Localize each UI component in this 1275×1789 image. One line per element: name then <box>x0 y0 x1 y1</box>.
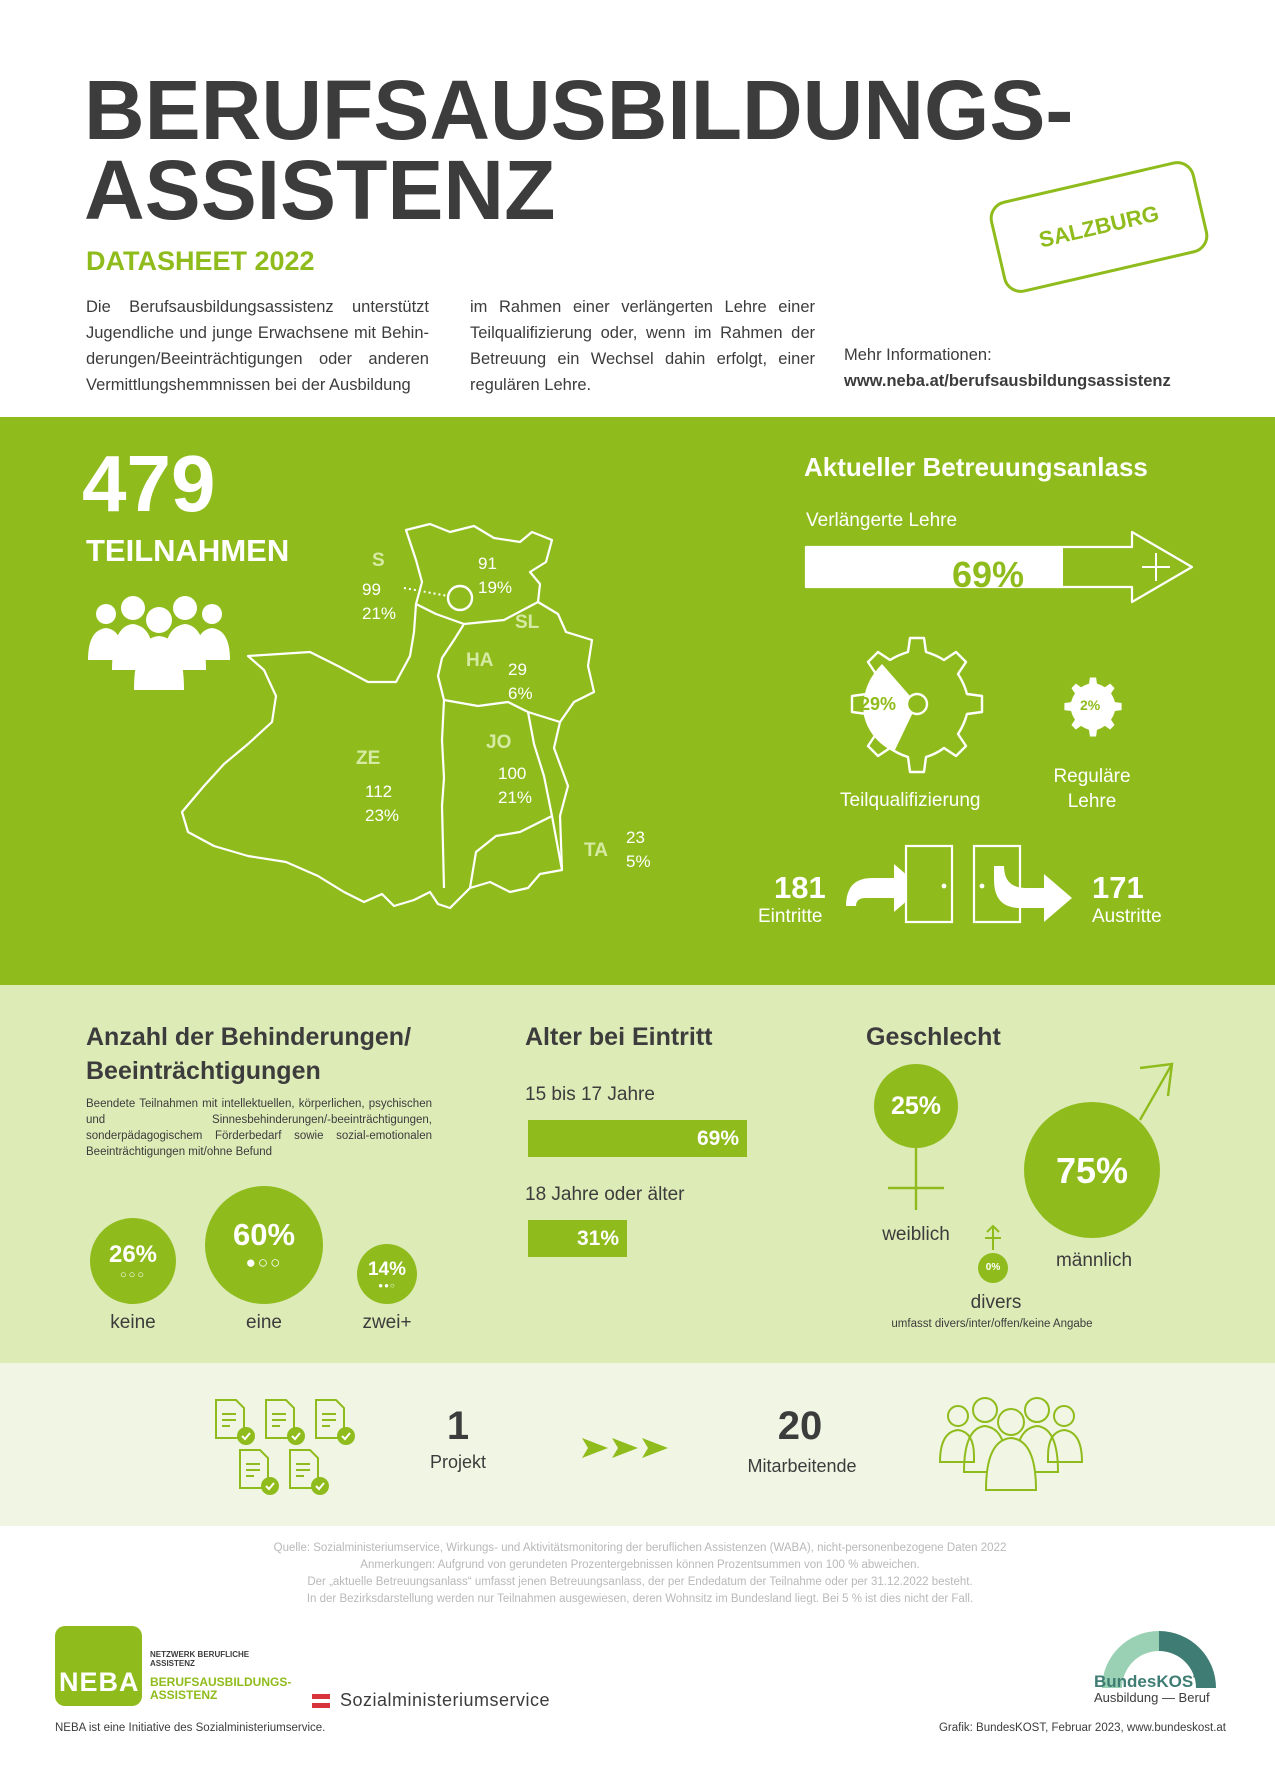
behinderung-zwei-circle <box>357 1244 417 1304</box>
grafik-credit: Grafik: BundesKOST, Februar 2023, www.bundeskost.at <box>938 1722 1226 1734</box>
projekt-label: Projekt <box>429 1452 487 1472</box>
behinderung-keine-circle <box>90 1218 176 1304</box>
region-code-s: S <box>372 550 385 571</box>
austritte-label: Austritte <box>1092 906 1162 927</box>
neba-logo-text: NEBA <box>59 1667 140 1697</box>
behinderung-zwei-label: zwei+ <box>362 1312 412 1333</box>
behinderungen-desc: Beendete Teilnahmen mit intellektuellen, körperlichen, psychischen und Sinnesbehinderungen/-beeinträchtigungen, sonderpädagogischem Förderbedarf sowie sozial-emotionalen Beeinträchtigungen mit/ohne Befund <box>86 1098 432 1158</box>
source-line-2: Anmerkungen: Aufgrund von gerundeten Prozentergebnissen können Prozentsummen von 100 % abweichen. <box>360 1559 920 1571</box>
behinderung-eine-circle <box>205 1186 323 1304</box>
region-value-jo: 100 21% <box>498 764 533 807</box>
participants-label: TEILNAHMEN <box>86 533 290 568</box>
weiblich-label: weiblich <box>882 1224 950 1245</box>
regulaer-percent: 2% <box>1080 697 1101 713</box>
bundeskost-sub: Ausbildung — Beruf <box>1094 1690 1210 1705</box>
geschlecht-title: Geschlecht <box>866 1023 1001 1051</box>
teilq-label: Teilqualifizierung <box>840 790 981 811</box>
projekt-value: 1 <box>446 1404 470 1448</box>
intro-col-2: im Rahmen einer verlängerten Lehre einer Teilqualifizierung oder, wenn im Rahmen der Betreuung ein Wechsel dahin erfolgt, einer regulären Lehre. <box>470 298 815 394</box>
divers-symbol-icon <box>970 1224 1016 1284</box>
documents-check-icon <box>214 1398 360 1498</box>
dots-none-icon: ○○○ <box>120 1269 146 1281</box>
behinderung-keine-label: keine <box>110 1312 156 1333</box>
neba-program-text: BERUFSAUSBILDUNGS- ASSISTENZ <box>150 1675 292 1702</box>
mitarbeitende-value: 20 <box>777 1404 823 1448</box>
source-line-1: Quelle: Sozialministeriumservice, Wirkungs- und Aktivitätsmonitoring der beruflichen Assistenzen (WABA), nicht-personenbezogene Daten 2022 <box>273 1542 1007 1554</box>
regulaer-label: Reguläre Lehre <box>1053 766 1131 812</box>
alter-group-2-label: 18 Jahre oder älter <box>525 1184 685 1205</box>
behinderung-eine-percent: 60% <box>232 1217 296 1252</box>
alter-title: Alter bei Eintritt <box>525 1023 713 1051</box>
alter-group-2-bar: 31% <box>528 1220 627 1257</box>
footer-sources <box>140 1540 1140 1608</box>
region-value-ze: 112 23% <box>365 782 400 825</box>
entry-exit-doors-icon <box>844 844 1094 924</box>
more-info-label: Mehr Informationen: <box>844 346 992 364</box>
region-code-ha: HA <box>466 650 494 671</box>
region-code-sl: SL <box>515 612 540 633</box>
austria-flag-icon <box>312 1692 330 1710</box>
region-value-s: 99 21% <box>362 580 397 623</box>
source-line-3: Der „aktuelle Betreuungsanlass“ umfasst jenen Betreuungsanlass, der per Endedatum der Teilnahme oder per 31.12.2022 besteht. <box>307 1576 973 1588</box>
lehre-label: Verlängerte Lehre <box>806 510 958 531</box>
maennlich-percent: 75% <box>1055 1150 1129 1191</box>
more-info <box>844 342 1171 394</box>
total-participants: 479 <box>82 439 216 528</box>
eintritte-value: 181 <box>774 870 826 905</box>
behinderung-eine-label: eine <box>246 1312 282 1333</box>
maennlich-label: männlich <box>1055 1250 1133 1271</box>
region-value-ta: 23 5% <box>626 828 651 871</box>
divers-label: divers <box>970 1292 1022 1313</box>
divers-percent: 0% <box>985 1262 1001 1273</box>
alter-group-1-label: 15 bis 17 Jahre <box>525 1084 655 1105</box>
female-symbol-icon <box>872 1062 960 1214</box>
subtitle: DATASHEET 2022 <box>86 246 315 276</box>
title-line-1: BERUFSAUSBILDUNGS- <box>84 63 1074 157</box>
source-line-4: In der Bezirksdarstellung werden nur Teilnahmen ausgewiesen, deren Wohnsitz im Bundesland liegt. Bei 5 % ist dies nicht der Fall. <box>306 1593 974 1605</box>
region-code-ta: TA <box>584 840 608 861</box>
lehre-percent: 69% <box>952 554 1025 595</box>
bundeskost-name: BundesKOST <box>1094 1672 1204 1691</box>
neba-logo <box>55 1626 142 1706</box>
neba-network-text: NETZWERK BERUFLICHE ASSISTENZ <box>150 1650 250 1668</box>
teilq-percent: 29% <box>860 694 897 714</box>
eintritte-label: Eintritte <box>758 906 823 927</box>
region-code-jo: JO <box>486 732 512 753</box>
triple-arrow-icon <box>582 1436 672 1460</box>
title-line-2: ASSISTENZ <box>84 143 556 237</box>
weiblich-percent: 25% <box>890 1092 942 1120</box>
more-info-link[interactable]: www.neba.at/berufsausbildungsassistenz <box>844 372 1171 390</box>
initiative-note: NEBA ist eine Initiative des Sozialministeriumservice. <box>55 1722 326 1734</box>
behinderung-zwei-percent: 14% <box>367 1258 407 1280</box>
sozialministeriumservice-logo: Sozialministeriumservice <box>340 1690 551 1710</box>
behinderungen-title: Anzahl der Behinderungen/ Beeinträchtigungen <box>86 1023 412 1085</box>
dots-two-icon: ●●○ <box>378 1280 396 1290</box>
region-value-city: 91 19% <box>478 554 513 597</box>
region-code-ze: ZE <box>356 748 381 769</box>
region-value-ha: 29 6% <box>508 660 533 703</box>
mitarbeitende-label: Mitarbeitende <box>747 1456 857 1476</box>
austritte-value: 171 <box>1092 870 1144 905</box>
behinderung-keine-percent: 26% <box>108 1241 158 1268</box>
stamp-label: SALZBURG <box>1036 200 1162 253</box>
page-title <box>84 63 1074 237</box>
alter-group-1-bar: 69% <box>528 1120 747 1157</box>
betreuung-title: Aktueller Betreuungsanlass <box>804 452 1148 482</box>
dots-one-icon: ●○○ <box>245 1253 283 1272</box>
intro-col-1: Die Berufsausbildungsassistenz unterstützt Jugendliche und junge Erwachsene mit Behin-derungen/Beeinträchtigungen oder anderen Vermittlungshemmnissen bei der Ausbildung <box>86 298 429 394</box>
divers-note: umfasst divers/inter/offen/keine Angabe <box>891 1318 1093 1330</box>
staff-group-icon <box>938 1396 1084 1492</box>
